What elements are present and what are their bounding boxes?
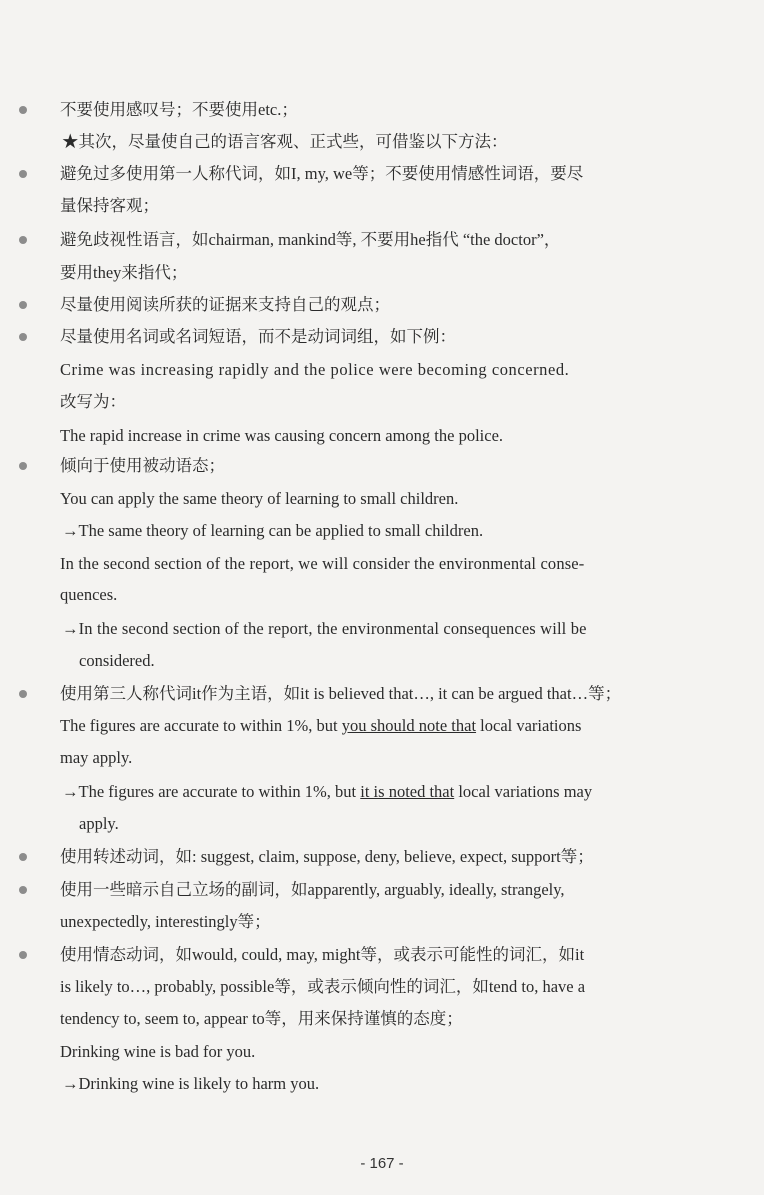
text-line: 不要使用感叹号；不要使用etc.；: [60, 100, 298, 119]
example-rewrite: apply.: [79, 814, 119, 833]
example-text: The figures are accurate to within 1%, but: [60, 716, 342, 735]
text-line: 使用一些暗示自己立场的副词，如apparently, arguably, ideally, strangely,: [60, 880, 565, 899]
text-line: 避免过多使用第一人称代词，如I, my, we等；不要使用情感性词语，要尽: [60, 164, 584, 183]
example-rewrite: [62, 782, 702, 802]
text-line: 量保持客观；: [60, 196, 159, 215]
underlined-phrase: you should note that: [341, 716, 477, 735]
example-text: local variations: [476, 716, 582, 735]
bullet-icon: [19, 886, 27, 894]
example-sentence: The rapid increase in crime was causing concern among the police.: [60, 426, 504, 445]
section-heading: ★其次，尽量使自己的语言客观、正式些，可借鉴以下方法：: [62, 132, 508, 151]
text-line: 尽量使用名词或名词短语，而不是动词词组，如下例：: [60, 327, 456, 346]
text-line: 使用转述动词，如: suggest, claim, suppose, deny, believe, expect, support等；: [60, 847, 594, 866]
text-line: 避免歧视性语言，如chairman, mankind等, 不要用he指代 “the doctor”，: [60, 230, 561, 249]
text-line: 改写为：: [60, 392, 126, 411]
example-text: →The figures are accurate to within 1%, but: [62, 782, 361, 801]
bullet-icon: [19, 170, 27, 178]
example-sentence: [60, 716, 700, 736]
bullet-icon: [19, 462, 27, 470]
underlined-phrase: it is noted that: [360, 782, 455, 801]
bullet-icon: [19, 301, 27, 309]
bullet-icon: [19, 236, 27, 244]
example-sentence: You can apply the same theory of learning to small children.: [60, 489, 459, 508]
example-sentence: Drinking wine is bad for you.: [60, 1042, 256, 1061]
example-text: local variations may: [454, 782, 593, 801]
example-rewrite: →Drinking wine is likely to harm you.: [62, 1074, 320, 1093]
text-line: tendency to, seem to, appear to等，用来保持谨慎的态度；: [60, 1009, 463, 1028]
example-rewrite: considered.: [79, 651, 155, 670]
text-line: 使用第三人称代词it作为主语，如it is believed that…, it can be argued that…等；: [60, 684, 622, 703]
text-line: is likely to…, probably, possible等，或表示倾向性的词汇，如tend to, have a: [60, 977, 586, 996]
text-line: 要用they来指代；: [60, 263, 188, 282]
bullet-icon: [19, 853, 27, 861]
bullet-icon: [19, 690, 27, 698]
bullet-icon: [19, 106, 27, 114]
page-number: - 167 -: [360, 1155, 404, 1172]
example-sentence: quences.: [60, 585, 118, 604]
example-sentence: In the second section of the report, we will consider the environmental conse-: [60, 554, 585, 573]
bullet-icon: [19, 333, 27, 341]
example-rewrite: →The same theory of learning can be applied to small children.: [62, 521, 484, 540]
text-line: 使用情态动词，如would, could, may, might等，或表示可能性的词汇，如it: [60, 945, 585, 964]
example-rewrite: →In the second section of the report, the environmental consequences will be: [62, 619, 587, 638]
example-sentence: Crime was increasing rapidly and the police were becoming concerned.: [60, 360, 570, 379]
bullet-icon: [19, 951, 27, 959]
text-line: 倾向于使用被动语态；: [60, 456, 225, 475]
text-line: 尽量使用阅读所获的证据来支持自己的观点；: [60, 295, 390, 314]
text-line: unexpectedly, interestingly等；: [60, 912, 271, 931]
example-sentence: may apply.: [60, 748, 133, 767]
